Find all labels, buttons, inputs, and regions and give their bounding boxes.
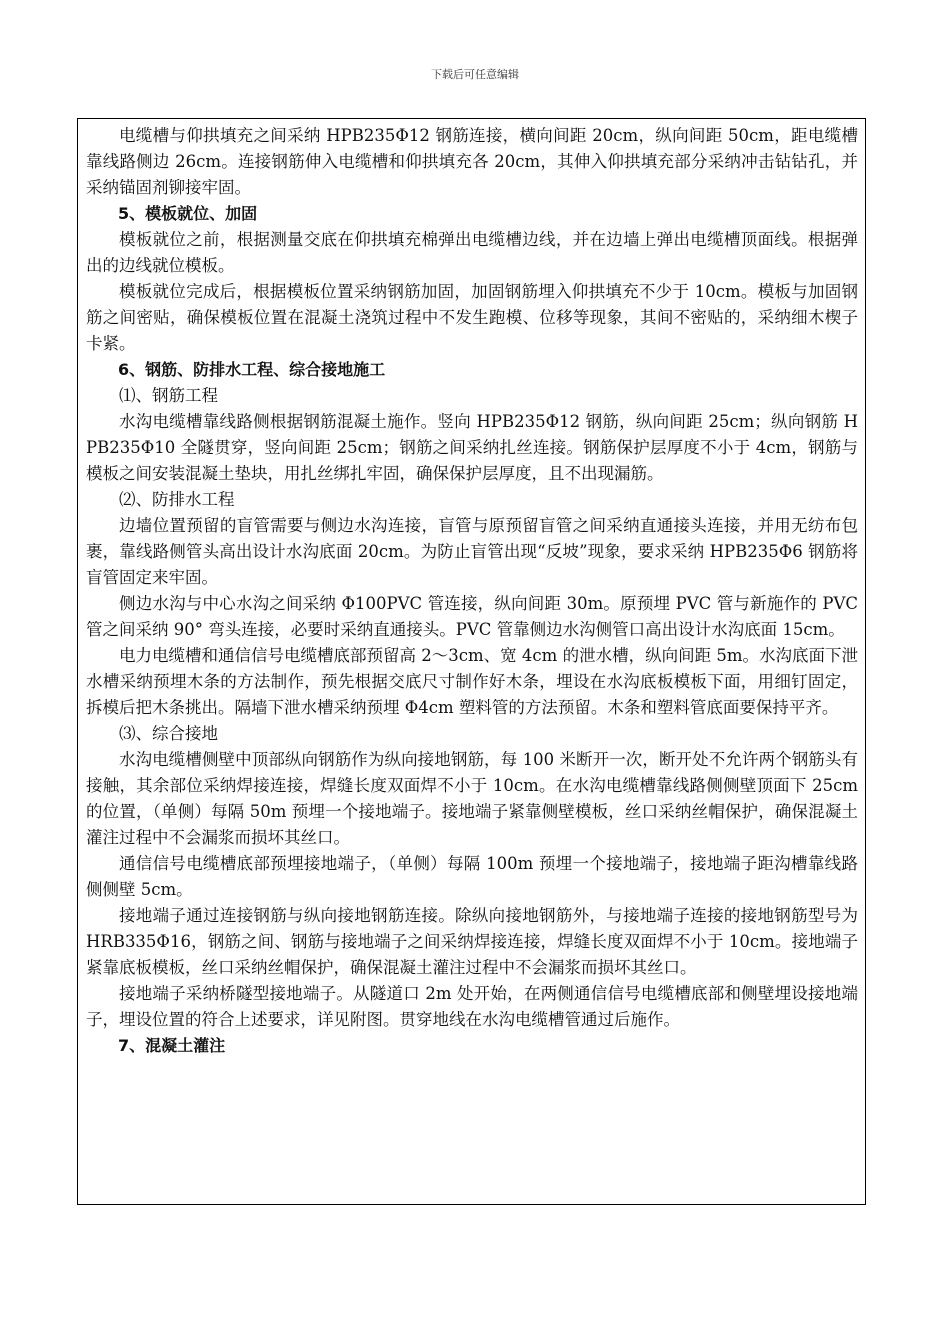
paragraph-rebar-connection: 电缆槽与仰拱填充之间采纳 HPB235Φ12 钢筋连接，横向间距 20cm，纵向间距 50cm，距电缆槽靠线路侧边 26cm。连接钢筋伸入电缆槽和仰拱填充各 20cm，其伸入仰拱填充部分采纳冲击钻钻孔，并采纳锚固剂铆接牢固。 bbox=[86, 126, 858, 197]
paragraph-grounding-connection: 接地端子通过连接钢筋与纵向接地钢筋连接。除纵向接地钢筋外，与接地端子连接的接地钢筋型号为 HRB335Φ16，钢筋之间、钢筋与接地端子之间采纳焊接连接，焊缝长度双面焊不小于 10cm。接地端子紧靠底板模板，丝口采纳丝帽保护，确保混凝土灌注过程中不会漏浆而损坏其丝口。 bbox=[86, 906, 858, 977]
paragraph-grounding-rebar: 水沟电缆槽侧壁中顶部纵向钢筋作为纵向接地钢筋，每 100 米断开一次，断开处不允许两个钢筋头有接触，其余部位采纳焊接连接，焊缝长度双面焊不小于 10cm。在水沟电缆槽靠线路侧侧壁顶面下 25cm 的位置，（单侧）每隔 50m 预埋一个接地端子。接地端子紧靠侧壁模板，丝口采纳丝帽保护，确保混凝土灌注过程中不会漏浆而损坏其丝口。 bbox=[86, 750, 858, 847]
section-heading-5: 5、模板就位、加固 bbox=[118, 204, 258, 223]
subheading-rebar-work: ⑴、钢筋工程 bbox=[119, 386, 218, 405]
subheading-waterproofing: ⑵、防排水工程 bbox=[119, 490, 235, 509]
paragraph-drain-slot: 电力电缆槽和通信信号电缆槽底部预留高 2～3cm、宽 4cm 的泄水槽，纵向间距 5m。水沟底面下泄水槽采纳预埋木条的方法制作，预先根据交底尺寸制作好木条，埋设在水沟底板模板下面，用细钉固定，拆模后把木条挑出。隔墙下泄水槽采纳预埋 Φ4cm 塑料管的方法预留。木条和塑料管底面要保持平齐。 bbox=[86, 646, 858, 717]
document-body bbox=[86, 123, 858, 1059]
section-heading-7: 7、混凝土灌注 bbox=[118, 1036, 226, 1055]
paragraph-pvc-pipe: 侧边水沟与中心水沟之间采纳 Φ100PVC 管连接，纵向间距 30m。原预埋 PVC 管与新施作的 PVC 管之间采纳 90° 弯头连接，必要时采纳直通接头。PVC 管靠侧边水沟侧管口高出设计水沟底面 15cm。 bbox=[86, 594, 858, 639]
section-heading-6: 6、钢筋、防排水工程、综合接地施工 bbox=[118, 360, 386, 379]
paragraph-signal-grounding: 通信信号电缆槽底部预埋接地端子，（单侧）每隔 100m 预埋一个接地端子，接地端子距沟槽靠线路侧侧壁 5cm。 bbox=[86, 854, 858, 899]
paragraph-grounding-terminal-type: 接地端子采纳桥隧型接地端子。从隧道口 2m 处开始，在两侧通信信号电缆槽底部和侧壁埋设接地端子，埋设位置的符合上述要求，详见附图。贯穿地线在水沟电缆槽管通过后施作。 bbox=[86, 984, 858, 1029]
paragraph-formwork-positioning: 模板就位之前，根据测量交底在仰拱填充棉弹出电缆槽边线，并在边墙上弹出电缆槽顶面线。根据弹出的边线就位模板。 bbox=[86, 230, 858, 275]
subheading-grounding: ⑶、综合接地 bbox=[119, 724, 218, 743]
page-header: 下载后可任意编辑 bbox=[431, 68, 519, 81]
paragraph-blind-pipe: 边墙位置预留的盲管需要与侧边水沟连接，盲管与原预留盲管之间采纳直通接头连接，并用无纺布包裹，靠线路侧管头高出设计水沟底面 20cm。为防止盲管出现“反坡”现象，要求采纳 HPB235Φ6 钢筋将盲管固定来牢固。 bbox=[86, 516, 858, 587]
paragraph-formwork-reinforcing: 模板就位完成后，根据模板位置采纳钢筋加固，加固钢筋埋入仰拱填充不少于 10cm。模板与加固钢筋之间密贴，确保模板位置在混凝土浇筑过程中不发生跑模、位移等现象，其间不密贴的，采纳细木楔子卡紧。 bbox=[86, 282, 858, 353]
paragraph-rebar-work: 水沟电缆槽靠线路侧根据钢筋混凝土施作。竖向 HPB235Φ12 钢筋，纵向间距 25cm；纵向钢筋 HPB235Φ10 全隧贯穿，竖向间距 25cm；钢筋之间采纳扎丝连接。钢筋保护层厚度不小于 4cm，钢筋与模板之间安装混凝土垫块，用扎丝绑扎牢固，确保保护层厚度，且不出现漏筋。 bbox=[86, 412, 858, 483]
